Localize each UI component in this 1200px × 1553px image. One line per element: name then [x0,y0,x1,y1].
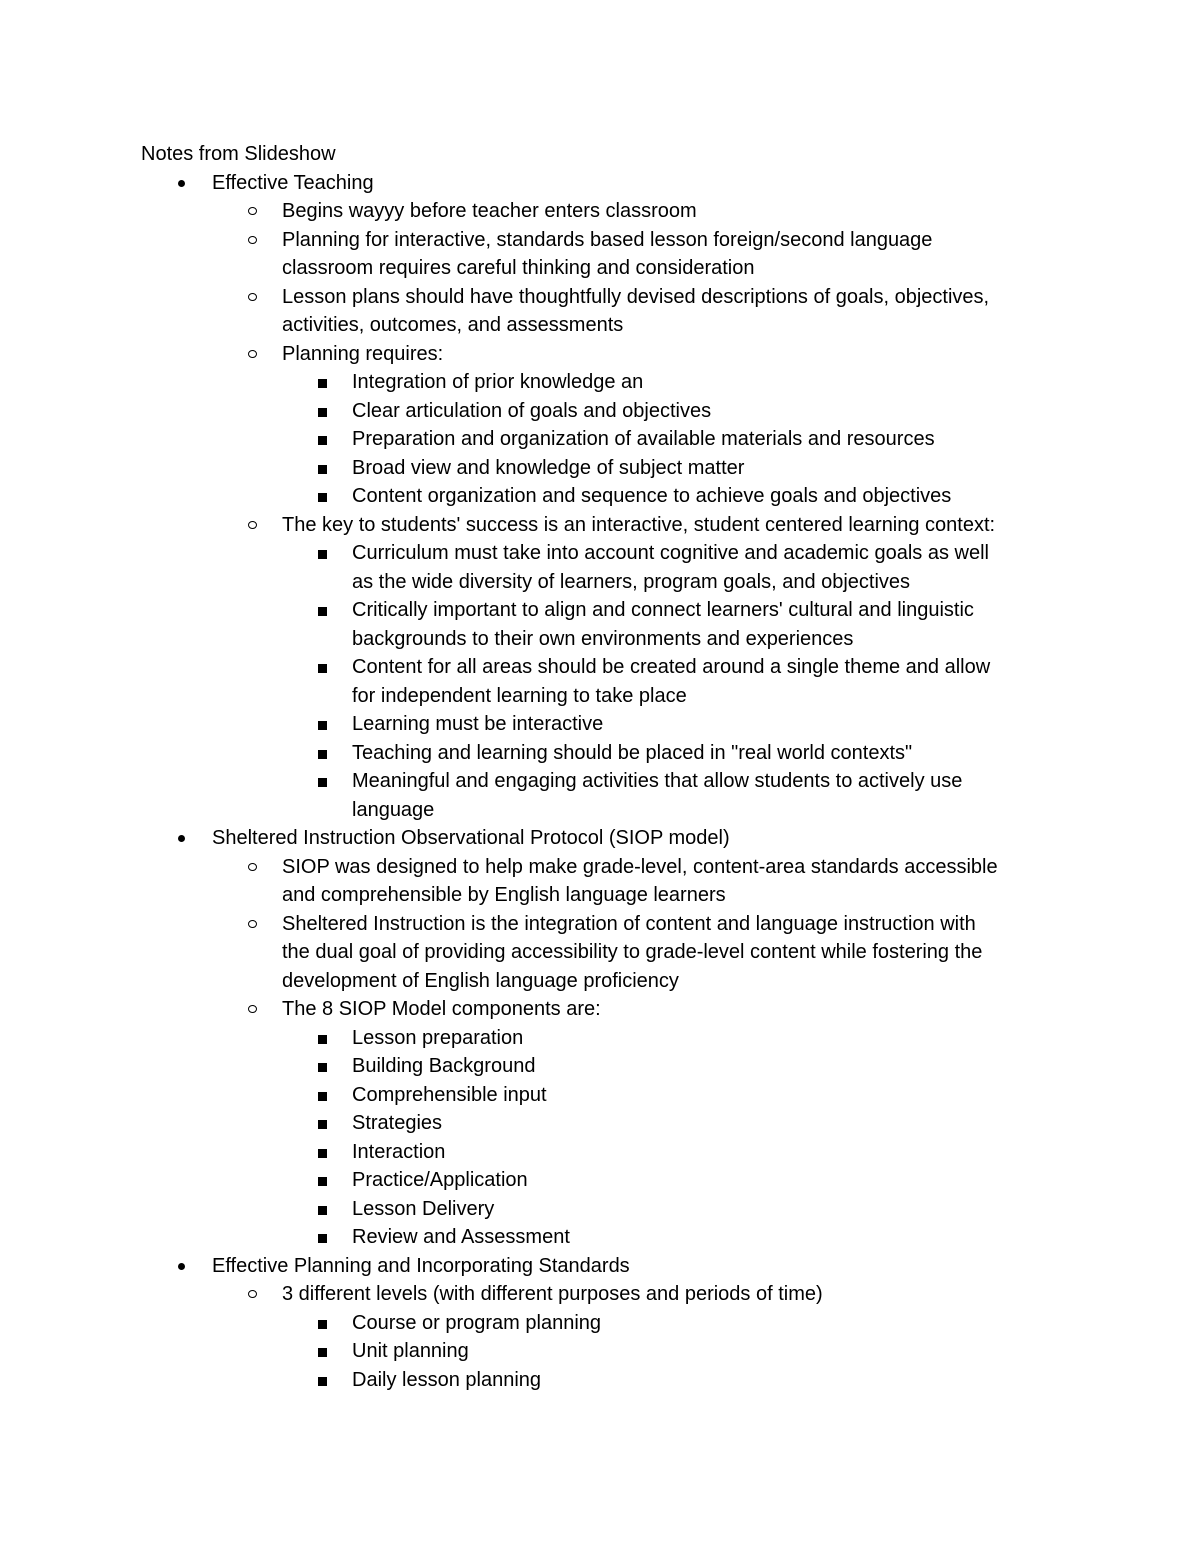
square-bullet-icon [318,1348,327,1357]
sub-list-item-text: Content organization and sequence to achieve goals and objectives [352,485,952,507]
sub-list-item-text: Building Background [352,1055,536,1077]
sub-list-item-text: Critically important to align and connect learners' cultural and linguistic [352,599,974,621]
square-bullet-icon [318,1177,327,1186]
list-item-text: The 8 SIOP Model components are: [282,998,601,1020]
list-item-text: Planning requires: [282,342,444,365]
sub-list-item-text: Preparation and organization of available materials and resources [352,428,935,450]
hollow-bullet-icon [248,920,257,928]
square-bullet-icon [318,550,327,559]
sub-list-item-text: Content for all areas should be created around a single theme and allow [352,656,991,678]
list-item-text: SIOP was designed to help make grade-level, content-area standards accessible [282,855,998,878]
sub-list-item-text: Review and Assessment [352,1226,570,1248]
filled-bullet-icon [178,1263,185,1270]
list-item-text: The key to students' success is an interactive, student centered learning context: [282,513,996,536]
list-item-text: the dual goal of providing accessibility to grade-level content while fostering the [282,941,983,963]
sub-list-item-text: for independent learning to take place [352,684,687,707]
sub-list-item-text: Integration of prior knowledge an [352,371,644,393]
list-item-text: development of English language proficiency [282,969,679,992]
list-item-text: Begins wayyy before teacher enters classroom [282,200,697,222]
hollow-bullet-icon [248,863,257,871]
square-bullet-icon [318,408,327,417]
sub-list-item-text: as the wide diversity of learners, program goals, and objectives [352,570,911,593]
square-bullet-icon [318,1120,327,1129]
square-bullet-icon [318,493,327,502]
hollow-bullet-icon [248,1290,257,1298]
square-bullet-icon [318,1149,327,1158]
sub-list-item-text: backgrounds to their own environments and experiences [352,627,854,650]
section-heading: Sheltered Instruction Observational Protocol (SIOP model) [212,827,730,849]
sub-list-item-text: Meaningful and engaging activities that allow students to actively use [352,770,963,792]
list-item-text: Planning for interactive, standards based lesson foreign/second language [282,228,933,251]
sub-list-item-text: Broad view and knowledge of subject matter [352,456,745,479]
square-bullet-icon [318,1035,327,1044]
square-bullet-icon [318,607,327,616]
section-heading: Effective Teaching [212,171,374,194]
sub-list-item-text: Interaction [352,1140,446,1163]
sub-list-item-text: Daily lesson planning [352,1368,542,1391]
document-title: Notes from Slideshow [141,143,336,165]
square-bullet-icon [318,664,327,673]
hollow-bullet-icon [248,293,257,301]
square-bullet-icon [318,465,327,474]
sub-list-item-text: Unit planning [352,1340,469,1362]
list-item-text: Sheltered Instruction is the integration of content and language instruction with [282,912,976,935]
sub-list-item-text: Practice/Application [352,1169,528,1191]
sub-list-item-text: Strategies [352,1112,443,1134]
sub-list-item-text: Comprehensible input [352,1083,547,1106]
square-bullet-icon [318,750,327,759]
list-item-text: activities, outcomes, and assessments [282,314,624,336]
hollow-bullet-icon [248,521,257,529]
hollow-bullet-icon [248,350,257,358]
square-bullet-icon [318,1063,327,1072]
sub-list-item-text: Lesson preparation [352,1026,524,1049]
hollow-bullet-icon [248,207,257,215]
sub-list-item-text: Course or program planning [352,1311,602,1334]
square-bullet-icon [318,1320,327,1329]
square-bullet-icon [318,1377,327,1386]
square-bullet-icon [318,1092,327,1101]
square-bullet-icon [318,1234,327,1243]
sub-list-item-text: Teaching and learning should be placed in "real world contexts" [352,741,913,764]
square-bullet-icon [318,721,327,730]
square-bullet-icon [318,436,327,445]
hollow-bullet-icon [248,1005,257,1013]
list-item-text: Lesson plans should have thoughtfully devised descriptions of goals, objectives, [282,285,990,308]
filled-bullet-icon [178,835,185,842]
sub-list-item-text: Lesson Delivery [352,1197,495,1220]
square-bullet-icon [318,1206,327,1215]
hollow-bullet-icon [248,236,257,244]
sub-list-item-text: Clear articulation of goals and objectives [352,399,712,422]
filled-bullet-icon [178,180,185,187]
square-bullet-icon [318,778,327,787]
list-item-text: 3 different levels (with different purposes and periods of time) [282,1283,823,1305]
sub-list-item-text: Curriculum must take into account cognitive and academic goals as well [352,542,989,564]
list-item-text: and comprehensible by English language learners [282,884,726,906]
list-item-text: classroom requires careful thinking and consideration [282,257,755,279]
sub-list-item-text: Learning must be interactive [352,713,604,735]
square-bullet-icon [318,379,327,388]
section-heading: Effective Planning and Incorporating Standards [212,1254,630,1277]
sub-list-item-text: language [352,798,435,821]
